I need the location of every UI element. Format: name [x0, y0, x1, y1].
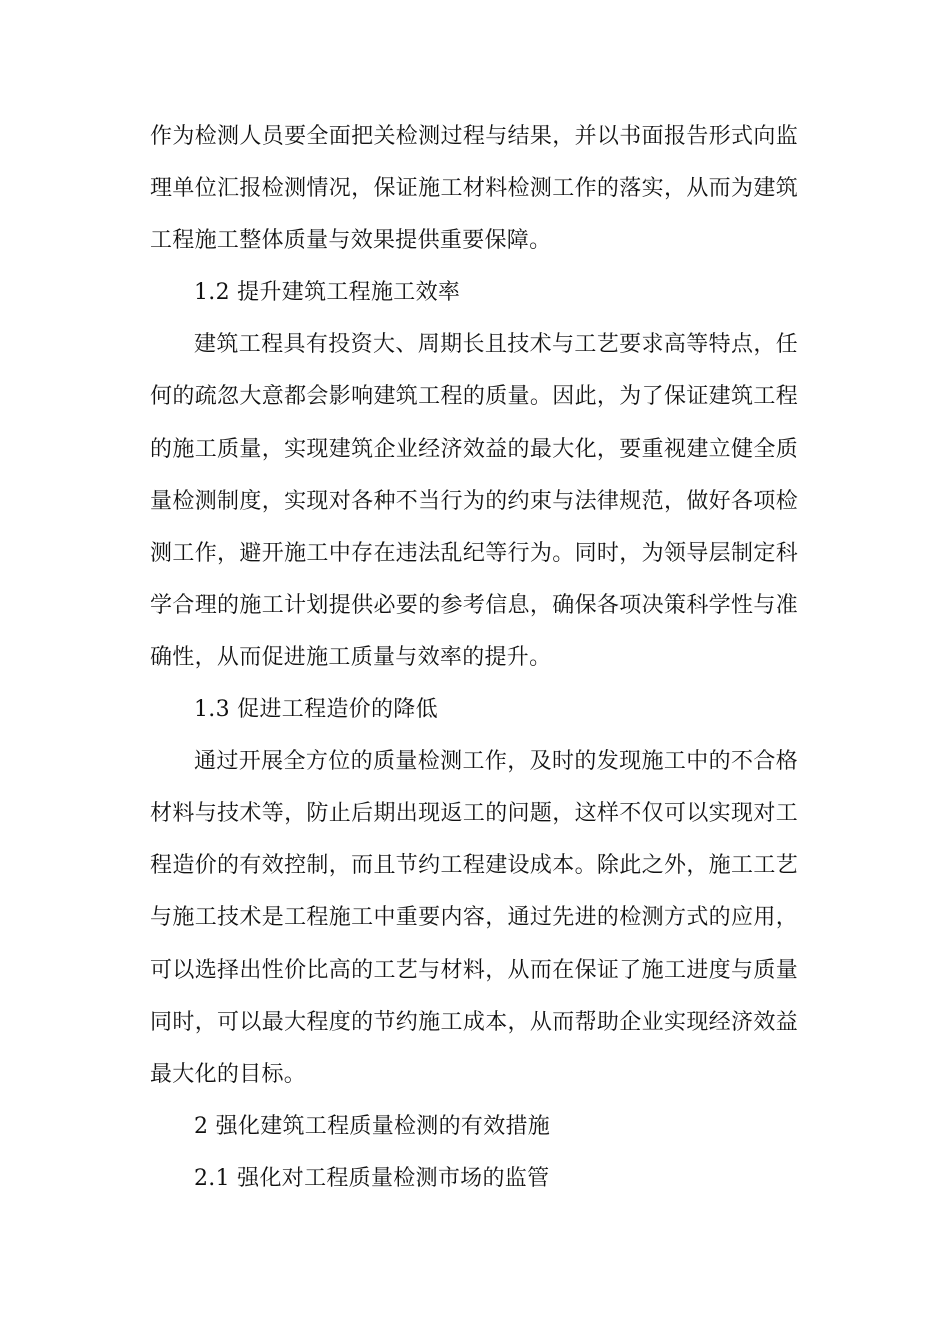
paragraph-line: 测工作，避开施工中存在违法乱纪等行为。同时，为领导层制定科: [150, 540, 798, 566]
paragraph-line: 可以选择出性价比高的工艺与材料，从而在保证了施工进度与质量: [150, 957, 798, 983]
paragraph-line: 学合理的施工计划提供必要的参考信息，确保各项决策科学性与准: [150, 592, 798, 618]
paragraph-line: 理单位汇报检测情况，保证施工材料检测工作的落实，从而为建筑: [150, 176, 798, 202]
paragraph-line: 最大化的目标。: [150, 1061, 307, 1087]
section-heading: 1.3 促进工程造价的降低: [194, 697, 438, 723]
paragraph-line: 量检测制度，实现对各种不当行为的约束与法律规范，做好各项检: [150, 488, 798, 514]
paragraph-line: 通过开展全方位的质量检测工作，及时的发现施工中的不合格: [194, 749, 798, 775]
paragraph-line: 程造价的有效控制，而且节约工程建设成本。除此之外，施工工艺: [150, 853, 798, 879]
paragraph-line: 何的疏忽大意都会影响建筑工程的质量。因此，为了保证建筑工程: [150, 384, 798, 410]
paragraph-line: 的施工质量，实现建筑企业经济效益的最大化，要重视建立健全质: [150, 436, 798, 462]
section-heading: 2.1 强化对工程质量检测市场的监管: [194, 1165, 550, 1191]
paragraph-line: 工程施工整体质量与效果提供重要保障。: [150, 228, 552, 254]
document-body: [150, 117, 798, 1211]
section-heading: 2 强化建筑工程质量检测的有效措施: [194, 1113, 551, 1139]
paragraph-line: 与施工技术是工程施工中重要内容，通过先进的检测方式的应用，: [150, 905, 798, 931]
paragraph-line: 材料与技术等，防止后期出现返工的问题，这样不仅可以实现对工: [150, 801, 798, 827]
paragraph-line: 作为检测人员要全面把关检测过程与结果，并以书面报告形式向监: [150, 124, 798, 149]
paragraph-line: 建筑工程具有投资大、周期长且技术与工艺要求高等特点，任: [194, 332, 798, 358]
paragraph-line: 确性，从而促进施工质量与效率的提升。: [150, 644, 552, 670]
paragraph-line: 同时，可以最大程度的节约施工成本，从而帮助企业实现经济效益: [150, 1009, 798, 1035]
section-heading: 1.2 提升建筑工程施工效率: [194, 280, 461, 306]
